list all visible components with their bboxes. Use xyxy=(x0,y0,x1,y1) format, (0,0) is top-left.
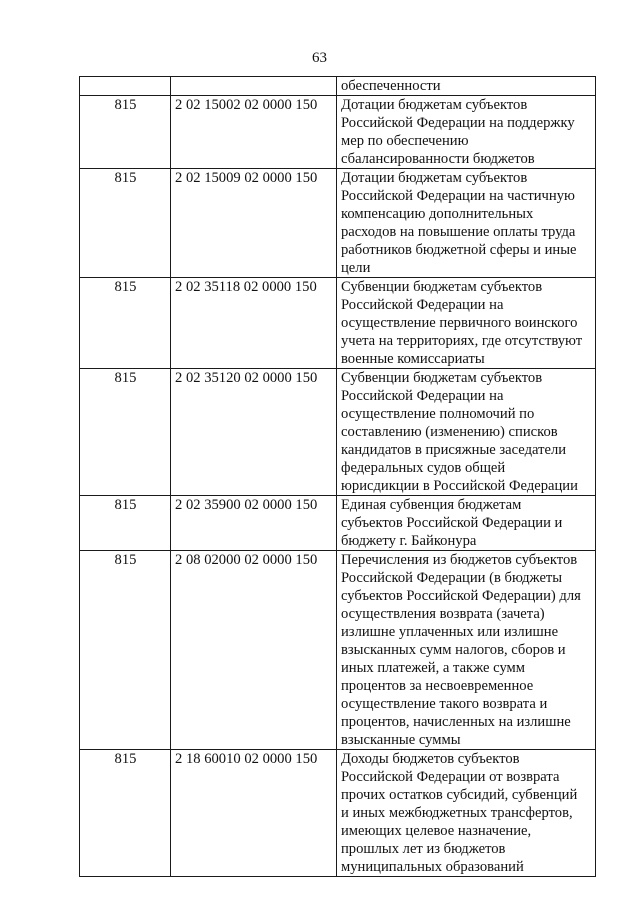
table-row xyxy=(80,551,596,750)
budget-code-cell: 2 02 35900 02 0000 150 xyxy=(171,496,337,551)
revenue-name-line: компенсацию дополнительных xyxy=(341,206,534,222)
revenue-name-line: Субвенции бюджетам субъектов xyxy=(341,279,543,295)
revenue-name-line: Дотации бюджетам субъектов xyxy=(341,97,528,113)
revenue-name-line: Российской Федерации (в бюджеты xyxy=(341,570,563,586)
admin-code-cell: 815 xyxy=(80,750,171,877)
revenue-name-line: сбалансированности бюджетов xyxy=(341,151,535,167)
revenue-name-line: обеспеченности xyxy=(341,78,441,94)
revenue-name-line: осуществление такого возврата и xyxy=(341,696,548,712)
revenue-name-line: излишне уплаченных или излишне xyxy=(341,624,559,640)
revenue-name-line: иных платежей, а также сумм xyxy=(341,660,526,676)
revenue-name-line: учета на территориях, где отсутствуют xyxy=(341,333,583,349)
revenue-name-line: осуществления возврата (зачета) xyxy=(341,606,545,622)
admin-code-cell: 815 xyxy=(80,496,171,551)
revenue-name-line: кандидатов в присяжные заседатели xyxy=(341,442,567,458)
budget-code-cell: 2 02 35120 02 0000 150 xyxy=(171,369,337,496)
revenue-name-line: Перечисления из бюджетов субъектов xyxy=(341,552,578,568)
revenue-name-line: военные комиссариаты xyxy=(341,351,485,367)
budget-code-cell: 2 02 15009 02 0000 150 xyxy=(171,169,337,278)
revenue-name-cell xyxy=(337,750,596,877)
revenue-name-line: юрисдикции в Российской Федерации xyxy=(341,478,578,494)
revenue-name-line: прошлых лет из бюджетов xyxy=(341,841,506,857)
revenue-name-line: осуществление первичного воинского xyxy=(341,315,578,331)
budget-code-cell xyxy=(171,77,337,96)
revenue-name-line: взысканные суммы xyxy=(341,732,461,748)
budget-code-cell: 2 02 35118 02 0000 150 xyxy=(171,278,337,369)
table-row xyxy=(80,96,596,169)
table-row xyxy=(80,169,596,278)
revenue-name-line: осуществление полномочий по xyxy=(341,406,535,422)
admin-code-cell: 815 xyxy=(80,551,171,750)
revenue-name-line: взысканных сумм налогов, сборов и xyxy=(341,642,566,658)
revenue-name-line: Российской Федерации на частичную xyxy=(341,188,575,204)
revenue-name-line: Единая субвенция бюджетам xyxy=(341,497,522,513)
revenue-name-cell xyxy=(337,169,596,278)
revenue-name-line: Российской Федерации на xyxy=(341,388,504,404)
table-row xyxy=(80,278,596,369)
revenue-name-line: процентов, начисленных на излишне xyxy=(341,714,571,730)
admin-code-cell: 815 xyxy=(80,169,171,278)
revenue-name-cell xyxy=(337,96,596,169)
revenue-name-line: федеральных судов общей xyxy=(341,460,506,476)
revenue-name-cell xyxy=(337,551,596,750)
revenue-name-cell xyxy=(337,369,596,496)
revenue-name-line: Российской Федерации от возврата xyxy=(341,769,560,785)
revenue-name-line: составлению (изменению) списков xyxy=(341,424,558,440)
table-body xyxy=(80,77,596,877)
admin-code-cell xyxy=(80,77,171,96)
revenue-name-line: Российской Федерации на xyxy=(341,297,504,313)
budget-code-cell: 2 18 60010 02 0000 150 xyxy=(171,750,337,877)
admin-code-cell: 815 xyxy=(80,278,171,369)
revenue-name-line: прочих остатков субсидий, субвенций xyxy=(341,787,578,803)
table-row xyxy=(80,750,596,877)
revenue-name-cell xyxy=(337,77,596,96)
revenue-codes-table xyxy=(79,76,596,877)
revenue-name-line: имеющих целевое назначение, xyxy=(341,823,532,839)
revenue-name-line: Российской Федерации на поддержку xyxy=(341,115,575,131)
revenue-name-line: Доходы бюджетов субъектов xyxy=(341,751,520,767)
table-row xyxy=(80,369,596,496)
table-row xyxy=(80,496,596,551)
revenue-name-line: работников бюджетной сферы и иные xyxy=(341,242,577,258)
table-row xyxy=(80,77,596,96)
revenue-name-line: мер по обеспечению xyxy=(341,133,469,149)
revenue-name-line: субъектов Российской Федерации) для xyxy=(341,588,581,604)
revenue-name-line: муниципальных образований xyxy=(341,859,524,875)
revenue-name-line: расходов на повышение оплаты труда xyxy=(341,224,576,240)
revenue-name-line: и иных межбюджетных трансфертов, xyxy=(341,805,573,821)
admin-code-cell: 815 xyxy=(80,96,171,169)
budget-code-cell: 2 08 02000 02 0000 150 xyxy=(171,551,337,750)
budget-code-cell: 2 02 15002 02 0000 150 xyxy=(171,96,337,169)
revenue-name-line: субъектов Российской Федерации и xyxy=(341,515,563,531)
revenue-name-cell xyxy=(337,496,596,551)
page-number: 63 xyxy=(312,50,327,66)
revenue-name-line: цели xyxy=(341,260,371,276)
revenue-name-line: Субвенции бюджетам субъектов xyxy=(341,370,543,386)
revenue-name-line: процентов за несвоевременное xyxy=(341,678,534,694)
revenue-name-line: бюджету г. Байконура xyxy=(341,533,477,549)
admin-code-cell: 815 xyxy=(80,369,171,496)
revenue-name-cell xyxy=(337,278,596,369)
revenue-name-line: Дотации бюджетам субъектов xyxy=(341,170,528,186)
